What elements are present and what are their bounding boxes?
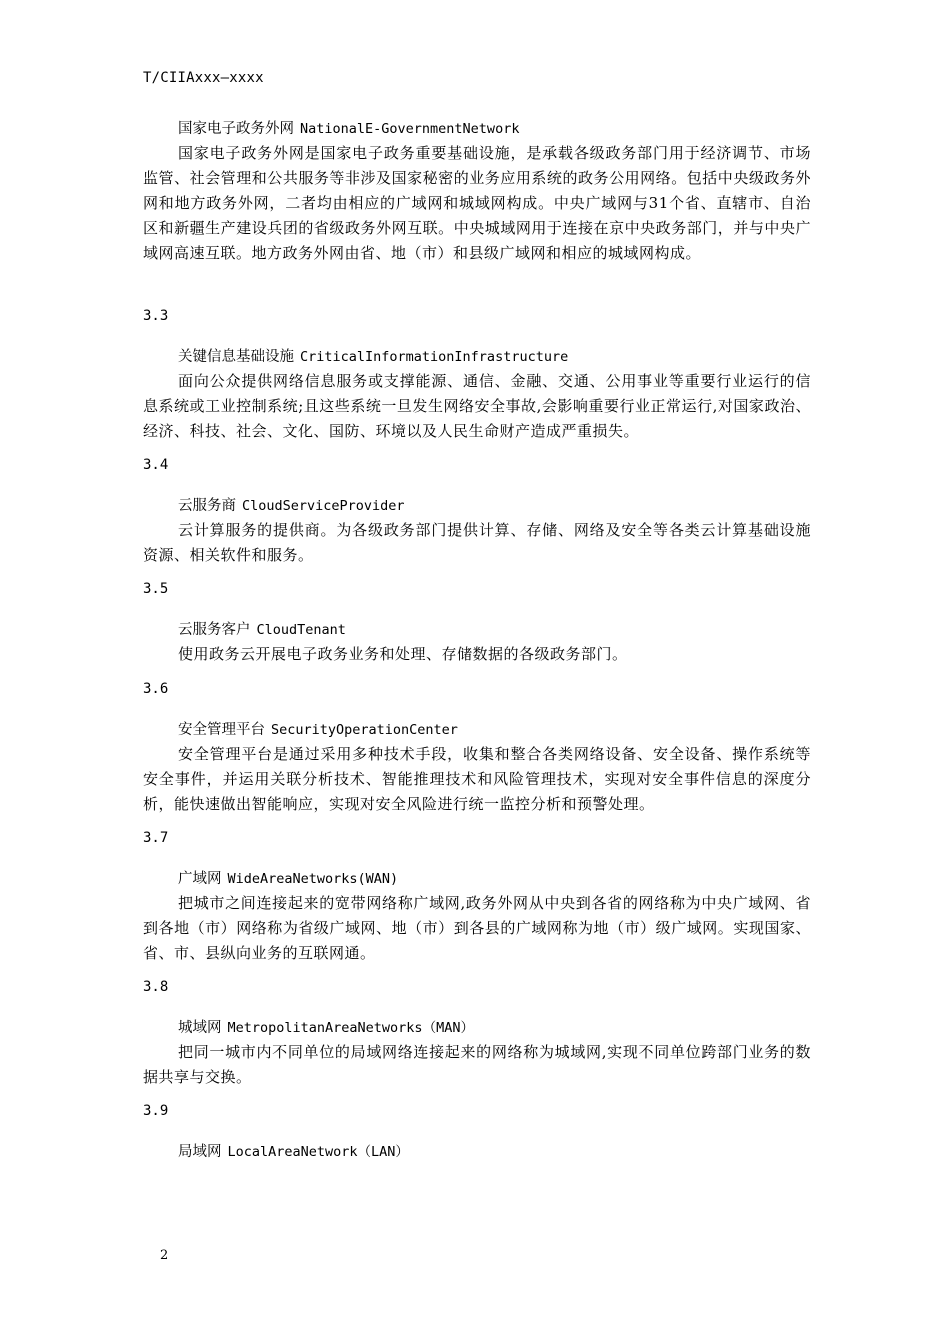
section-number: 3.6 (143, 681, 169, 697)
term-english: NationalE-GovernmentNetwork (300, 121, 520, 137)
term-section-3-9 (143, 1100, 811, 1164)
term-heading (178, 1016, 811, 1040)
term-heading (178, 718, 811, 742)
term-section-3-8 (143, 976, 811, 1090)
section-number: 3.3 (143, 308, 169, 324)
term-section-3-7 (143, 827, 811, 966)
document-code-header: T/CIIAxxx—xxxx (143, 70, 264, 86)
term-chinese: 安全管理平台 (178, 722, 265, 738)
term-definition: 安全管理平台是通过采用多种技术手段，收集和整合各类网络设备、安全设备、操作系统等安全事件，并运用关联分析技术、智能推理技术和风险管理技术，实现对安全事件信息的深度分析，能快速做出智能响应，实现对安全风险进行统一监控分析和预警处理。 (143, 745, 811, 813)
term-section-3-4 (143, 454, 811, 568)
term-heading (178, 1140, 811, 1164)
term-heading (178, 345, 811, 369)
term-english: CriticalInformationInfrastructure (300, 349, 569, 365)
term-english: MetropolitanAreaNetworks（MAN） (227, 1020, 474, 1036)
term-heading (178, 618, 811, 642)
term-english: SecurityOperationCenter (271, 722, 458, 738)
term-heading (178, 867, 811, 891)
term-chinese: 广域网 (178, 871, 222, 887)
term-chinese: 国家电子政务外网 (178, 121, 294, 137)
term-definition: 使用政务云开展电子政务业务和处理、存储数据的各级政务部门。 (178, 645, 628, 663)
term-english: LocalAreaNetwork（LAN） (227, 1144, 409, 1160)
term-chinese: 局域网 (178, 1144, 222, 1160)
term-chinese: 城域网 (178, 1020, 222, 1036)
term-english: CloudTenant (256, 622, 346, 638)
term-section-3-5 (143, 578, 811, 667)
term-chinese: 云服务商 (178, 498, 236, 514)
section-number: 3.5 (143, 581, 169, 597)
term-definition: 面向公众提供网络信息服务或支撑能源、通信、金融、交通、公用事业等重要行业运行的信息系统或工业控制系统;且这些系统一旦发生网络安全事故,会影响重要行业正常运行,对国家政治、经济、科技、社会、文化、国防、环境以及人民生命财产造成严重损失。 (143, 372, 811, 440)
section-number: 3.7 (143, 830, 169, 846)
term-section-3-6 (143, 678, 811, 817)
term-section-3-3 (143, 305, 811, 444)
term-heading (178, 117, 811, 141)
term-chinese: 云服务客户 (178, 622, 251, 638)
section-number: 3.4 (143, 457, 169, 473)
term-definition: 把同一城市内不同单位的局域网络连接起来的网络称为城域网,实现不同单位跨部门业务的数据共享与交换。 (143, 1043, 811, 1086)
term-chinese: 关键信息基础设施 (178, 349, 294, 365)
page-number: 2 (160, 1248, 169, 1263)
section-number: 3.9 (143, 1103, 169, 1119)
term-heading (178, 494, 811, 518)
term-definition: 国家电子政务外网是国家电子政务重要基础设施，是承载各级政务部门用于经济调节、市场监管、社会管理和公共服务等非涉及国家秘密的业务应用系统的政务公用网络。包括中央级政务外网和地方政务外网，二者均由相应的广域网和城域网构成。中央广域网与31个省、直辖市、自治区和新疆生产建设兵团的省级政务外网互联。中央城域网用于连接在京中央政务部门，并与中央广域网高速互联。地方政务外网由省、地（市）和县级广域网和相应的城域网构成。 (143, 144, 811, 262)
term-section-national-e-gov-network (143, 117, 811, 266)
term-definition: 云计算服务的提供商。为各级政务部门提供计算、存储、网络及安全等各类云计算基础设施资源、相关软件和服务。 (143, 521, 811, 564)
term-definition: 把城市之间连接起来的宽带网络称广域网,政务外网从中央到各省的网络称为中央广域网、省到各地（市）网络称为省级广域网、地（市）到各县的广域网称为地（市）级广域网。实现国家、省、市、县纵向业务的互联网通。 (143, 894, 811, 962)
section-number: 3.8 (143, 979, 169, 995)
term-english: WideAreaNetworks(WAN) (227, 871, 399, 887)
term-english: CloudServiceProvider (242, 498, 405, 514)
